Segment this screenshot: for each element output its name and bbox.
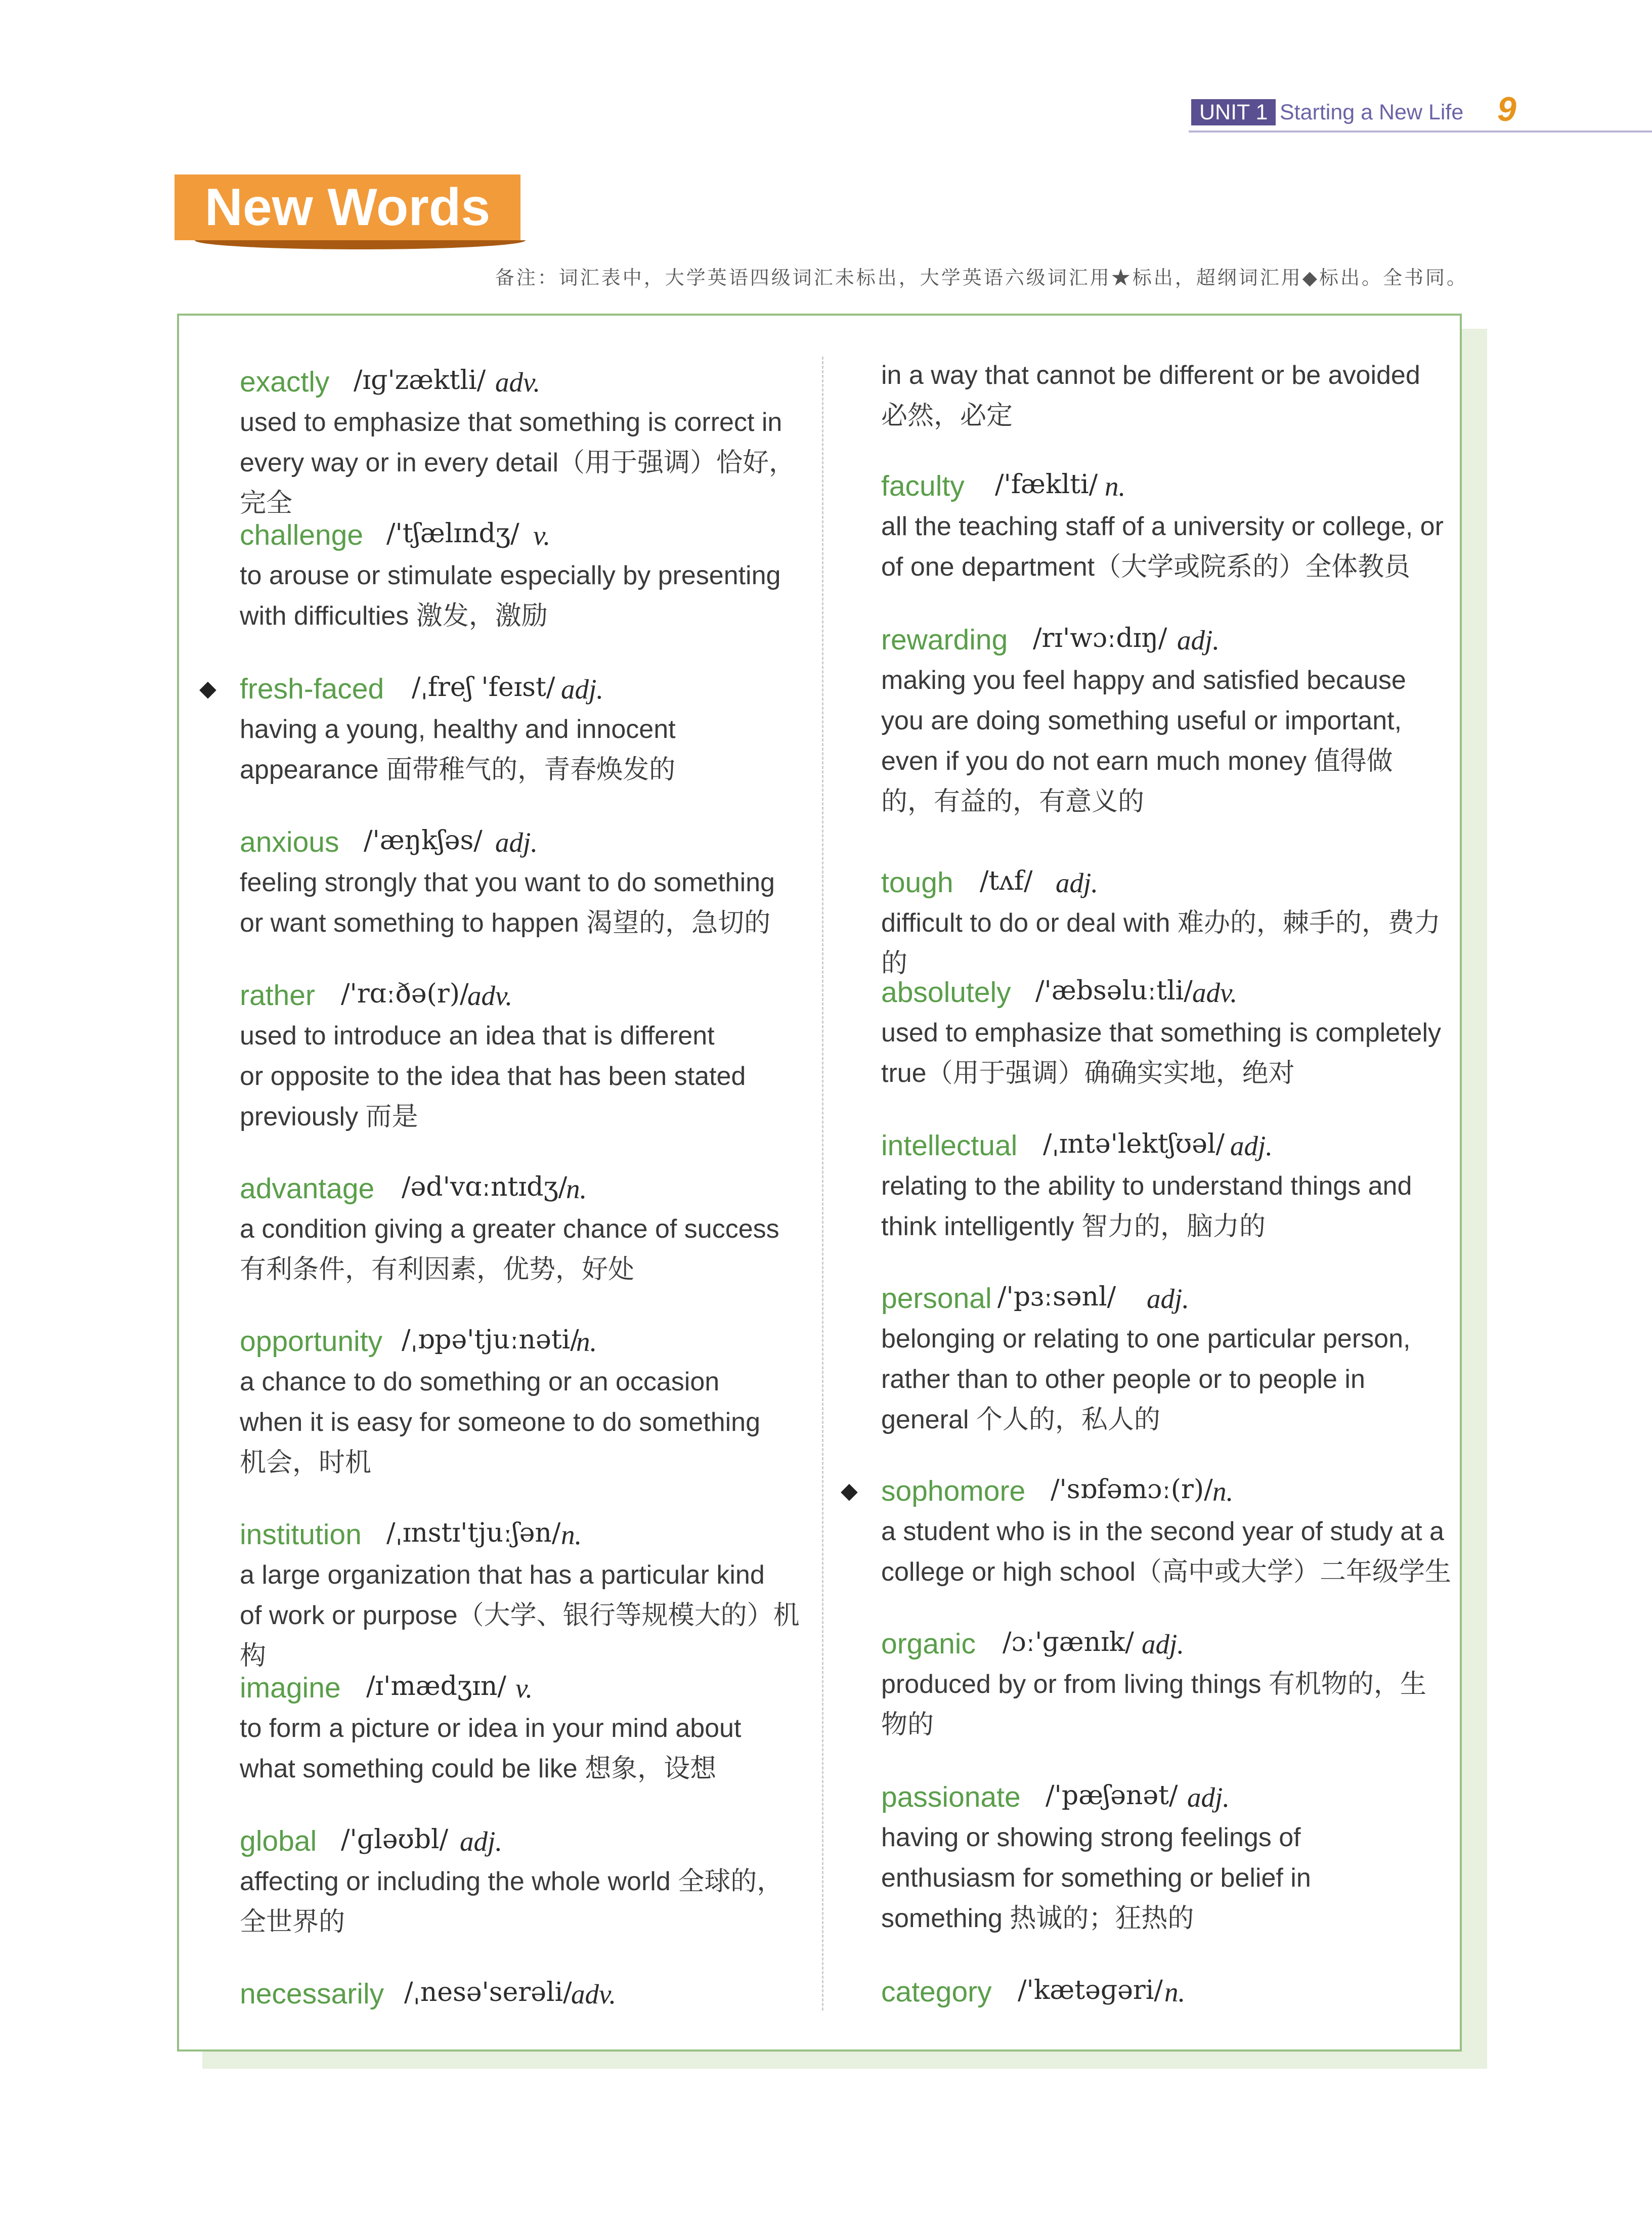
definition-line: appearance 面带稚气的，青春焕发的 (240, 755, 676, 784)
definition-line: having or showing strong feelings of (881, 1823, 1301, 1852)
vocab-entry (881, 972, 1458, 1094)
phonetic: /'rɑːðə(r)/ (341, 979, 469, 1009)
headword: rewarding (881, 624, 1008, 656)
headword: institution (240, 1518, 362, 1551)
headword: organic (881, 1628, 976, 1660)
headword: faculty (881, 470, 965, 502)
vocab-entry (240, 362, 816, 523)
page-number: 9 (1497, 90, 1516, 128)
headword: passionate (881, 1781, 1021, 1813)
definition-line: used to emphasize that something is correct in (240, 408, 782, 437)
definition-line: having a young, healthy and innocent (240, 715, 676, 744)
phonetic: /'tʃælɪndʒ/ (386, 518, 519, 549)
section-title: New Words (204, 178, 491, 237)
entry-head (240, 515, 816, 555)
phonetic: /rɪ'wɔːdɪŋ/ (1033, 623, 1167, 653)
part-of-speech: n. (1164, 1977, 1186, 2008)
definition-line: feeling strongly that you want to do something (240, 868, 775, 897)
vocab-entry (240, 1974, 816, 2014)
definition-line: when it is easy for someone to do something (240, 1408, 761, 1437)
definition-line: used to introduce an idea that is different (240, 1021, 715, 1051)
phonetic: /'æŋkʃəs/ (364, 825, 483, 856)
part-of-speech: adv. (495, 367, 541, 398)
column-divider (822, 357, 823, 2011)
definition-line: to arouse or stimulate especially by presenting (240, 561, 781, 590)
diamond-bullet-icon: ◆ (199, 676, 216, 701)
vocabulary-note: 备注：词汇表中，大学英语四级词汇未标出，大学英语六级词汇用★标出，超纲词汇用◆标出。全书同。 (495, 267, 1468, 289)
entry-head (881, 1972, 1458, 2012)
entry-head (240, 822, 816, 862)
phonetic: /ˌfreʃ 'feɪst/ (412, 672, 555, 703)
headword: personal (881, 1282, 992, 1315)
headword: tough (881, 866, 953, 899)
banner-shadow (195, 240, 526, 249)
definition-line: think intelligently 智力的，脑力的 (881, 1212, 1266, 1241)
definition-line: every way or in every detail（用于强调）恰好，完全 (240, 448, 796, 518)
headword: fresh-faced (240, 673, 384, 705)
definition-line: 的，有益的，有意义的 (881, 787, 1145, 816)
definition-line: 必然，必定 (881, 401, 1013, 430)
diamond-bullet-icon: ◆ (841, 1478, 858, 1503)
definition-line: a chance to do something or an occasion (240, 1367, 720, 1397)
definition-line: a student who is in the second year of study at a (881, 1517, 1444, 1546)
entry-head (240, 1821, 816, 1861)
definition-line: a condition giving a greater chance of success (240, 1214, 779, 1244)
vocab-entry (881, 1624, 1458, 1745)
entry-head (881, 1125, 1458, 1166)
phonetic: /ɪ'mædʒɪn/ (366, 1671, 506, 1702)
phonetic: /ɪɡ'zæktli/ (354, 365, 486, 396)
vocab-entry (841, 1471, 1458, 1592)
entry-head (240, 1668, 816, 1708)
part-of-speech: adj. (1187, 1782, 1230, 1813)
part-of-speech: v. (515, 1673, 533, 1704)
unit-badge: UNIT 1 (1191, 99, 1276, 125)
entry-head (881, 1278, 1458, 1319)
entry-head (881, 620, 1458, 660)
vocab-entry (881, 1278, 1458, 1440)
definition-line: 物的 (881, 1710, 934, 1739)
definition-line: true（用于强调）确确实实地，绝对 (881, 1059, 1295, 1088)
definition-line: something 热诚的；狂热的 (881, 1904, 1194, 1933)
part-of-speech: v. (533, 520, 551, 551)
definition-line: you are doing something useful or important, (881, 706, 1402, 735)
definition-line: in a way that cannot be different or be avoided (881, 361, 1420, 390)
phonetic: /'pæʃənət/ (1046, 1780, 1178, 1811)
definition-line: used to emphasize that something is completely (881, 1018, 1442, 1048)
entry-head (199, 669, 816, 709)
vocab-entry (881, 1125, 1458, 1247)
definition-line: affecting or including the whole world 全球的， (240, 1867, 784, 1896)
definition-line: or want something to happen 渴望的，急切的 (240, 908, 771, 938)
vocab-entry (881, 466, 1458, 587)
vocab-entry (240, 822, 816, 943)
vocab-entry (240, 975, 816, 1137)
header-rule (1189, 130, 1652, 133)
headword: anxious (240, 826, 339, 858)
part-of-speech: adv. (1192, 977, 1238, 1008)
phonetic: /ˌɪntə'lektʃʊəl/ (1043, 1129, 1225, 1159)
definition-line: produced by or from living things 有机物的，生 (881, 1670, 1426, 1699)
entry-head (881, 466, 1458, 506)
headword: necessarily (240, 1978, 384, 2010)
headword: absolutely (881, 976, 1011, 1009)
running-header (1189, 91, 1652, 133)
definition-line: to form a picture or idea in your mind about (240, 1714, 742, 1743)
part-of-speech: adj. (1177, 625, 1220, 656)
phonetic: /'æbsəluːtli/ (1035, 976, 1193, 1006)
entry-head (881, 972, 1458, 1013)
vocab-entry (240, 1668, 816, 1789)
definition-line: a large organization that has a particular kind (240, 1560, 765, 1590)
entry-head (881, 1624, 1458, 1664)
part-of-speech: adj. (460, 1826, 503, 1857)
entry-head (240, 1514, 816, 1555)
definition-line: enthusiasm for something or belief in (881, 1863, 1311, 1893)
headword: rather (240, 979, 315, 1012)
unit-title: Starting a New Life (1280, 100, 1464, 124)
definition-line: what something could be like 想象，设想 (240, 1754, 717, 1783)
definition-line: previously 而是 (240, 1102, 418, 1131)
entry-head (240, 1168, 816, 1209)
entry-head (240, 1974, 816, 2014)
entry-head (881, 862, 1458, 903)
vocab-entry (240, 1168, 816, 1290)
phonetic: /ˌɪnstɪ'tjuːʃən/ (386, 1518, 561, 1548)
definition-line: or opposite to the idea that has been stated (240, 1062, 746, 1091)
headword: exactly (240, 366, 330, 398)
phonetic: /'sɒfəmɔː(r)/ (1051, 1474, 1213, 1505)
part-of-speech: adj. (1056, 867, 1099, 898)
phonetic: /ˌnesə'serəli/ (404, 1977, 572, 2008)
definition-line: college or high school（高中或大学）二年级学生 (881, 1557, 1451, 1587)
definition-line: rather than to other people or to people in (881, 1365, 1365, 1394)
phonetic: /'pɜːsənl/ (997, 1282, 1116, 1312)
headword: opportunity (240, 1325, 383, 1358)
entry-head (841, 1471, 1458, 1511)
headword: challenge (240, 519, 364, 551)
phonetic: /'kætəɡəri/ (1018, 1975, 1163, 2005)
vocab-entry (240, 515, 816, 636)
phonetic: /əd'vɑːntɪdʒ/ (402, 1172, 568, 1202)
definition-line: even if you do not earn much money 值得做 (881, 747, 1393, 776)
phonetic: /'fækltі/ (995, 469, 1098, 500)
part-of-speech: adj. (1142, 1629, 1185, 1660)
headword: category (881, 1976, 992, 2008)
entry-head (240, 975, 816, 1016)
definition-line: making you feel happy and satisfied because (881, 666, 1406, 695)
vocab-entry (240, 1321, 816, 1483)
part-of-speech: n. (561, 1519, 582, 1550)
headword: global (240, 1825, 317, 1857)
headword: intellectual (881, 1129, 1018, 1162)
part-of-speech: adj. (1230, 1130, 1273, 1161)
headword: advantage (240, 1172, 375, 1205)
headword: imagine (240, 1672, 341, 1704)
vocab-entry (881, 1777, 1458, 1939)
entry-head (881, 1777, 1458, 1817)
definition-line: 有利条件，有利因素，优势，好处 (240, 1255, 635, 1284)
definition-line: relating to the ability to understand things and (881, 1171, 1412, 1201)
vocab-entry (881, 1972, 1458, 2012)
headword: sophomore (881, 1475, 1026, 1507)
definition-line: of work or purpose（大学、银行等规模大的）机构 (240, 1601, 800, 1671)
definition-line: with difficulties 激发，激励 (240, 601, 548, 631)
vocab-entry (240, 1514, 816, 1676)
phonetic: /tʌf/ (980, 866, 1033, 896)
part-of-speech: adj. (1147, 1283, 1190, 1314)
definition-line: 全世界的 (240, 1907, 345, 1937)
phonetic: /ˌɒpə'tjuːnəti/ (402, 1325, 579, 1355)
phonetic: /'ɡləʊbl/ (341, 1824, 449, 1855)
vocab-entry (881, 620, 1458, 822)
part-of-speech: n. (566, 1173, 587, 1204)
definition-line: all the teaching staff of a university or college, or (881, 512, 1444, 541)
vocab-entry (199, 669, 816, 790)
part-of-speech: adj. (495, 827, 538, 858)
definition-line: of one department（大学或院系的）全体教员 (881, 552, 1411, 582)
part-of-speech: adv. (571, 1979, 617, 2010)
section-banner (175, 174, 520, 240)
vocab-entry (240, 1821, 816, 1942)
entry-head (240, 1321, 816, 1362)
entry-head (240, 362, 816, 402)
part-of-speech: adv. (467, 980, 513, 1011)
definition-line: belonging or relating to one particular person, (881, 1324, 1411, 1354)
vocab-entry (881, 862, 1458, 984)
part-of-speech: adj. (561, 674, 604, 705)
vocab-entry (881, 355, 1458, 436)
part-of-speech: n. (1212, 1476, 1234, 1507)
part-of-speech: n. (1105, 471, 1126, 502)
part-of-speech: n. (576, 1326, 597, 1357)
definition-line: general 个人的，私人的 (881, 1405, 1160, 1434)
phonetic: /ɔː'ɡænɪk/ (1003, 1627, 1134, 1657)
definition-line: 机会，时机 (240, 1448, 372, 1477)
definition-line: difficult to do or deal with 难办的，棘手的，费力的 (881, 908, 1441, 978)
